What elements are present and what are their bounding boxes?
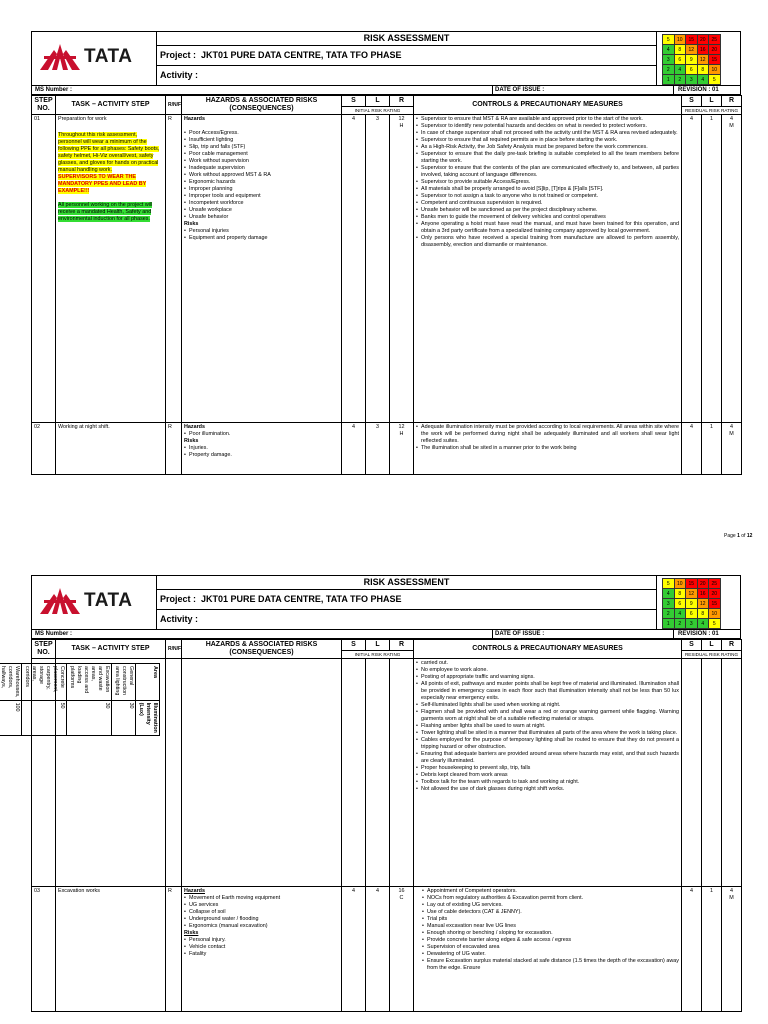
col-res-s: S	[682, 640, 702, 651]
matrix-cell: 10	[709, 609, 721, 619]
risk-matrix-table	[662, 578, 721, 629]
list-item: • Supervisor to ensure that the daily pre-task briefing is suitable completed to all the team members before starting the work.	[416, 151, 679, 165]
matrix-cell: 20	[697, 35, 709, 45]
matrix-cell: 12	[697, 55, 709, 65]
list-item: • Unsafe behavior will be sanctioned as per the project disciplinary scheme.	[416, 207, 679, 214]
col-r: R	[390, 96, 414, 107]
list-item: • Enough shoring or benching / sloping for excavation.	[422, 930, 679, 937]
tata-logo	[40, 44, 132, 70]
list-item: • UG services	[184, 902, 339, 909]
list-item: • Posting of appropriate traffic and warning signs.	[416, 674, 679, 681]
list-item: • Incompetent workforce	[184, 200, 339, 207]
col-res-r: R	[722, 640, 742, 651]
illum-area: Concrete placement, carpentry, storage areas, corridors	[22, 664, 67, 701]
list-item: • Personal injuries	[184, 228, 339, 235]
list-item: • Vehicle contact	[184, 944, 339, 951]
illum-lux: 30	[67, 700, 112, 735]
list-item: • Self-illuminated lights shall be used when working at night.	[416, 702, 679, 709]
illumination-cell	[0, 659, 166, 887]
list-item: • Use of cable detectors (CAT & JENNY).	[422, 909, 679, 916]
induction-note: All personnel working on the project will receive a mandated Health, Safety and environmental induction for all phases.	[58, 202, 153, 222]
matrix-cell: 4	[663, 45, 675, 55]
controls-list	[416, 424, 679, 452]
col-s: S	[342, 640, 366, 651]
list-item: • Ensure Excavation surplus material stacked at safe distance (1.5 times the depth of the excavation) away from the edge. Ensure	[422, 958, 679, 972]
list-item: • Underground water / flooding	[184, 916, 339, 923]
list-item: • Debris kept cleared from work areas	[416, 772, 679, 779]
risk-matrix	[657, 575, 741, 630]
page-number: Page 1 of 12	[724, 533, 753, 539]
matrix-cell: 16	[697, 45, 709, 55]
list-item: • Manual excavation near live UG lines	[422, 923, 679, 930]
matrix-cell: 6	[674, 55, 686, 65]
residual-r: 4 M	[722, 115, 742, 423]
list-item: • NOCs from regulatory authorities & Excavation permit from client.	[422, 895, 679, 902]
col-controls: CONTROLS & PRECAUTIONARY MEASURES	[414, 640, 682, 659]
matrix-cell: 25	[709, 579, 721, 589]
step-no: 01	[32, 115, 56, 423]
matrix-cell: 6	[686, 65, 698, 75]
residual-l: 1	[702, 115, 722, 423]
matrix-cell: 6	[674, 599, 686, 609]
list-item: • Fatality	[184, 951, 339, 958]
initial-r: 16 C	[390, 887, 414, 1012]
list-item: • Only persons who have received a special training from manufacture are allowed to perform assembly, disassembly, erection and dismantle or maintenance.	[416, 235, 679, 249]
list-item: • Competent and continuous supervision is required.	[416, 200, 679, 207]
tata-logo	[40, 588, 132, 614]
list-item: • Unsafe workplace	[184, 207, 339, 214]
risk-list	[184, 228, 339, 242]
list-item: • Unsafe behavior	[184, 214, 339, 221]
list-item: • The illumination shall be sited in a manner prior to the work being	[416, 445, 679, 452]
list-item: • Not allowed the use of dark glasses during night shift works.	[416, 786, 679, 793]
list-item: • Supervisor to ensure that all required permits are in place before starting the work.	[416, 137, 679, 144]
revision: REVISION : 01	[678, 631, 719, 637]
list-item: • Toolbox talk for the team with regards to task and working at night.	[416, 779, 679, 786]
list-item: • Supervisor to identify new potential hazards and decides on what is needed to protect workers.	[416, 123, 679, 130]
risk-table-page-1	[31, 95, 742, 475]
matrix-cell: 1	[663, 75, 675, 85]
list-item: • Trial pits	[422, 916, 679, 923]
col-res-s: S	[682, 96, 702, 107]
residual-s: 4	[682, 887, 702, 1012]
col-rnf: R/N/F	[166, 640, 182, 659]
matrix-cell: 9	[686, 599, 698, 609]
matrix-cell: 16	[697, 589, 709, 599]
hazard-list	[184, 895, 339, 930]
illum-lux: 50	[22, 700, 67, 735]
matrix-cell: 12	[686, 45, 698, 55]
col-s: S	[342, 96, 366, 107]
col-initial-rating: INITIAL RISK RATING	[342, 651, 414, 659]
col-task: TASK – ACTIVITY STEP	[56, 640, 166, 659]
table-row	[32, 423, 742, 475]
col-res-l: L	[702, 640, 722, 651]
list-item: • Work without supervision	[184, 158, 339, 165]
matrix-cell: 3	[686, 75, 698, 85]
matrix-cell: 8	[697, 609, 709, 619]
logo-text: TATA	[84, 590, 133, 611]
col-residual-rating: RESIDUAL RISK RATING	[682, 107, 742, 115]
list-item: • Inadequate supervision	[184, 165, 339, 172]
logo-text: TATA	[84, 46, 133, 67]
list-item: • Slip, trip and falls (STF)	[184, 144, 339, 151]
matrix-cell: 9	[686, 55, 698, 65]
illum-header: Illumination Intensity (Lux)	[136, 700, 160, 735]
rnf-cell: R	[166, 423, 182, 475]
tata-logo-icon	[40, 588, 80, 614]
initial-s: 4	[342, 887, 366, 1012]
matrix-cell: 5	[663, 579, 675, 589]
list-item: • Property damage.	[184, 452, 339, 459]
col-res-l: L	[702, 96, 722, 107]
col-step: STEP NO.	[32, 640, 56, 659]
risk-matrix	[657, 31, 741, 86]
task-cell: Preparation for work Throughout this risk assessment, personnel will wear a minimum of the following PPE for all phases: Safety boots, safety helmet, Hi-Viz overall/vest, safety glasses, and gloves for hands on practical manual handling work. SUPERVISORS TO WEAR THE MANDATORY PPES AND LEAD BY EXAMPLE!!! All personnel working on the project will receive a mandated Health, Safety and environmental induction for all phases.	[56, 115, 166, 423]
matrix-cell: 20	[697, 579, 709, 589]
residual-r: 4 M	[722, 887, 742, 1012]
list-item: • Work without approved MST & RA	[184, 172, 339, 179]
list-item: • As a High-Risk Activity, the Job Safety Analysis must be prepared before the work commences.	[416, 144, 679, 151]
hazards-cell: Hazards • Poor illumination. Risks • Injuries. • Property damage.	[182, 423, 342, 475]
list-item: • Anyone operating a hoist must have read the manual, and must have been trained for this operation, and obtain a 3rd party certificate from a specialized training company approved by local government.	[416, 221, 679, 235]
matrix-cell: 25	[709, 35, 721, 45]
list-item: • Ergonomic hazards	[184, 179, 339, 186]
hazard-list	[184, 130, 339, 221]
matrix-cell: 15	[686, 579, 698, 589]
list-item: • Poor illumination.	[184, 431, 339, 438]
initial-l: 3	[366, 423, 390, 475]
list-item: • In case of change supervisor shall not proceed with the activity until the MST & RA area revised adequately.	[416, 130, 679, 137]
matrix-cell: 15	[709, 55, 721, 65]
list-item: • Collapse of soil	[184, 909, 339, 916]
list-item: • carried out.	[416, 660, 679, 667]
hazard-list	[184, 431, 339, 438]
col-task: TASK – ACTIVITY STEP	[56, 96, 166, 115]
initial-l: 3	[366, 115, 390, 423]
page-header	[31, 31, 741, 86]
page-1	[31, 31, 753, 539]
table-row	[32, 887, 742, 1012]
ppe-note: Throughout this risk assessment, personnel will wear a minimum of the following PPE for all phases: Safety boots, safety helmet, Hi-Viz overall/vest, safety glasses, and gloves for hands on practical manual handling work.	[58, 132, 160, 173]
col-rnf: R/N/F	[166, 96, 182, 115]
page-header	[31, 575, 741, 630]
doc-title: RISK ASSESSMENT	[157, 575, 657, 590]
list-item: • Appointment of Competent operators.	[422, 888, 679, 895]
list-item: • Proper housekeeping to prevent slip, trip, falls	[416, 765, 679, 772]
col-step: STEP NO.	[32, 96, 56, 115]
project-line: Project : JKT01 PURE DATA CENTRE, TATA TFO PHASE	[157, 46, 657, 66]
list-item: • Injuries.	[184, 445, 339, 452]
residual-l: 1	[702, 887, 722, 1012]
list-item: • Personal injury.	[184, 937, 339, 944]
matrix-cell: 20	[709, 589, 721, 599]
initial-l: 4	[366, 887, 390, 1012]
initial-r: 12 H	[390, 423, 414, 475]
col-residual-rating: RESIDUAL RISK RATING	[682, 651, 742, 659]
list-item: • Ensuring that adequate barriers are provided around areas where hazards may exist, and that such hazards are clearly illuminated.	[416, 751, 679, 765]
risk-matrix-table	[662, 34, 721, 85]
illum-lux: 30	[112, 700, 136, 735]
list-item: • Insufficient lighting	[184, 137, 339, 144]
logo-box	[31, 575, 157, 630]
col-hazards: HAZARDS & ASSOCIATED RISKS (CONSEQUENCES)	[182, 96, 342, 115]
initial-r: 12 H	[390, 115, 414, 423]
illum-row	[22, 664, 67, 736]
page-2	[0, 575, 741, 971]
matrix-cell: 4	[663, 589, 675, 599]
list-item: • Flagmen shall be provided with and shall wear a red or orange warning garment while flagging. Warning garments worn at night shall be of a suitable reflecting material or straps.	[416, 709, 679, 723]
list-item: • Banks men to guide the movement of delivery vehicles and control operatives	[416, 214, 679, 221]
list-item: • Supervisor to not assign a task to anyone who is not trained or competent.	[416, 193, 679, 200]
list-item: • Movement of Earth moving equipment	[184, 895, 339, 902]
risk-list	[184, 445, 339, 459]
date-of-issue: DATE OF ISSUE :	[495, 87, 545, 93]
controls-cell	[414, 887, 682, 1012]
matrix-cell: 4	[697, 619, 709, 629]
step-no: 02	[32, 423, 56, 475]
illum-row	[0, 664, 22, 736]
matrix-cell: 4	[674, 65, 686, 75]
matrix-cell: 6	[686, 609, 698, 619]
residual-l: 1	[702, 423, 722, 475]
matrix-cell: 5	[663, 35, 675, 45]
controls-cell	[414, 115, 682, 423]
residual-s: 4	[682, 115, 702, 423]
controls-list	[416, 888, 679, 972]
list-item: • Improper tools and equipment	[184, 193, 339, 200]
hazards-cell: Hazards • Movement of Earth moving equipment • UG services • Collapse of soil • Underground water / flooding • Ergonomics (manual excavation) Risks • Personal injury. • Vehicle contact • Fatality	[182, 887, 342, 1012]
matrix-cell: 20	[709, 45, 721, 55]
list-item: • Adequate illumination intensity must be provided according to local requirements. All areas within site where the work will be performed during night shall be adequately illuminated and all workers shall wear light reflected suites.	[416, 424, 679, 445]
activity-line: Activity :	[157, 66, 657, 86]
illum-area: General construction area lighting	[112, 664, 136, 701]
list-item: • Tower lighting shall be sited in a manner that illuminates all parts of the area where the work is taking place.	[416, 730, 679, 737]
matrix-cell: 5	[709, 75, 721, 85]
list-item: • Poor Access/Egress.	[184, 130, 339, 137]
matrix-cell: 2	[663, 609, 675, 619]
list-item: • Cables employed for the purpose of temporary lighting shall be routed to ensure that they do not present a tripping hazard or other obstruction.	[416, 737, 679, 751]
matrix-cell: 4	[697, 75, 709, 85]
ms-number: MS Number :	[35, 631, 73, 637]
matrix-cell: 4	[674, 609, 686, 619]
illum-area: Excavation and waste areas, access and loading platforms	[67, 664, 112, 701]
matrix-cell: 2	[663, 65, 675, 75]
matrix-cell: 15	[686, 35, 698, 45]
list-item: • Supervisor to ensure that MST & RA are available and approved prior to the start of the work.	[416, 116, 679, 123]
date-of-issue: DATE OF ISSUE :	[495, 631, 545, 637]
matrix-cell: 3	[686, 619, 698, 629]
col-controls: CONTROLS & PRECAUTIONARY MEASURES	[414, 96, 682, 115]
ms-number-row	[31, 86, 741, 95]
list-item: • Equipment and property damage	[184, 235, 339, 242]
matrix-cell: 10	[709, 65, 721, 75]
illum-row	[112, 664, 136, 736]
project-line: Project : JKT01 PURE DATA CENTRE, TATA TFO PHASE	[157, 590, 657, 610]
matrix-cell: 8	[674, 45, 686, 55]
logo-box	[31, 31, 157, 86]
list-item: • No employee to work alone.	[416, 667, 679, 674]
controls-cell	[414, 423, 682, 475]
matrix-cell: 12	[697, 599, 709, 609]
list-item: • All points of exit, pathways and muster points shall be kept free of material and illuminated. Illumination shall be provided in emergency cases in each floor such that illumination intensity shall not be less than 50 lux especially near emergency exits.	[416, 681, 679, 702]
rnf-cell: R	[166, 115, 182, 423]
illum-header: Area	[136, 664, 160, 701]
matrix-cell: 2	[674, 619, 686, 629]
illum-lux: 100	[0, 700, 22, 735]
matrix-cell: 3	[663, 55, 675, 65]
matrix-cell: 12	[686, 589, 698, 599]
list-item: • Supervisor to ensure that the contents of the plan are communicated effectively to, and between, all parties involved, taking account of language differences.	[416, 165, 679, 179]
list-item: • Provide concrete barrier along edges & safe access / egress	[422, 937, 679, 944]
matrix-cell: 15	[709, 599, 721, 609]
ms-number-row	[31, 630, 741, 639]
illum-area: Warehouses, corridors, hallways,	[0, 664, 22, 701]
list-item: • All materials shall be properly arranged to avoid [S]lip, [T]rips & [F]alls [STF].	[416, 186, 679, 193]
activity-line: Activity :	[157, 610, 657, 630]
risk-table-page-2	[0, 639, 742, 1012]
hazards-cell: Hazards • Poor Access/Egress. • Insufficient lighting • Slip, trip and falls (STF) • Poor cable management • Work without supervision • Inadequate supervision • Work without approved MST & RA • Ergonomic hazards • Improper planning • Improper tools and equipment • Incompetent workforce • Unsafe workplace • Unsafe behavior Risks • Personal injuries • Equipment and property damage	[182, 115, 342, 423]
illumination-table	[0, 663, 160, 736]
list-item: • Supervisor to provide suitable Access/Egress.	[416, 179, 679, 186]
list-item: • Lay out of existing UG services.	[422, 902, 679, 909]
list-item: • Flashing amber lights shall be used to warn at night.	[416, 723, 679, 730]
col-l: L	[366, 96, 390, 107]
col-r: R	[390, 640, 414, 651]
table-row	[32, 659, 742, 887]
matrix-cell: 8	[697, 65, 709, 75]
matrix-cell: 10	[674, 579, 686, 589]
task-cell: Excavation works	[56, 887, 166, 1012]
matrix-cell: 1	[663, 619, 675, 629]
col-hazards: HAZARDS & ASSOCIATED RISKS (CONSEQUENCES)	[182, 640, 342, 659]
list-item: • Poor cable management	[184, 151, 339, 158]
task-cell: Working at night shift.	[56, 423, 166, 475]
revision: REVISION : 01	[678, 87, 719, 93]
tata-logo-icon	[40, 44, 80, 70]
step-no: 03	[32, 887, 56, 1012]
table-row	[32, 115, 742, 423]
list-item: • Improper planning	[184, 186, 339, 193]
col-l: L	[366, 640, 390, 651]
rnf-cell: R	[166, 887, 182, 1012]
list-item: • Ergonomics (manual excavation)	[184, 923, 339, 930]
initial-s: 4	[342, 115, 366, 423]
ms-number: MS Number :	[35, 87, 73, 93]
residual-r: 4 M	[722, 423, 742, 475]
risk-list	[184, 937, 339, 958]
col-res-r: R	[722, 96, 742, 107]
controls-list	[416, 660, 679, 793]
controls-cell	[414, 659, 682, 887]
col-initial-rating: INITIAL RISK RATING	[342, 107, 414, 115]
initial-s: 4	[342, 423, 366, 475]
matrix-cell: 10	[674, 35, 686, 45]
matrix-cell: 5	[709, 619, 721, 629]
matrix-cell: 2	[674, 75, 686, 85]
controls-list	[416, 116, 679, 249]
list-item: • Dewatering of UG water.	[422, 951, 679, 958]
matrix-cell: 8	[674, 589, 686, 599]
supervisor-note: SUPERVISORS TO WEAR THE MANDATORY PPES AND LEAD BY EXAMPLE!!!	[58, 174, 147, 194]
matrix-cell: 3	[663, 599, 675, 609]
illum-row	[67, 664, 112, 736]
residual-s: 4	[682, 423, 702, 475]
doc-title: RISK ASSESSMENT	[157, 31, 657, 46]
list-item: • Supervision of excavated area	[422, 944, 679, 951]
